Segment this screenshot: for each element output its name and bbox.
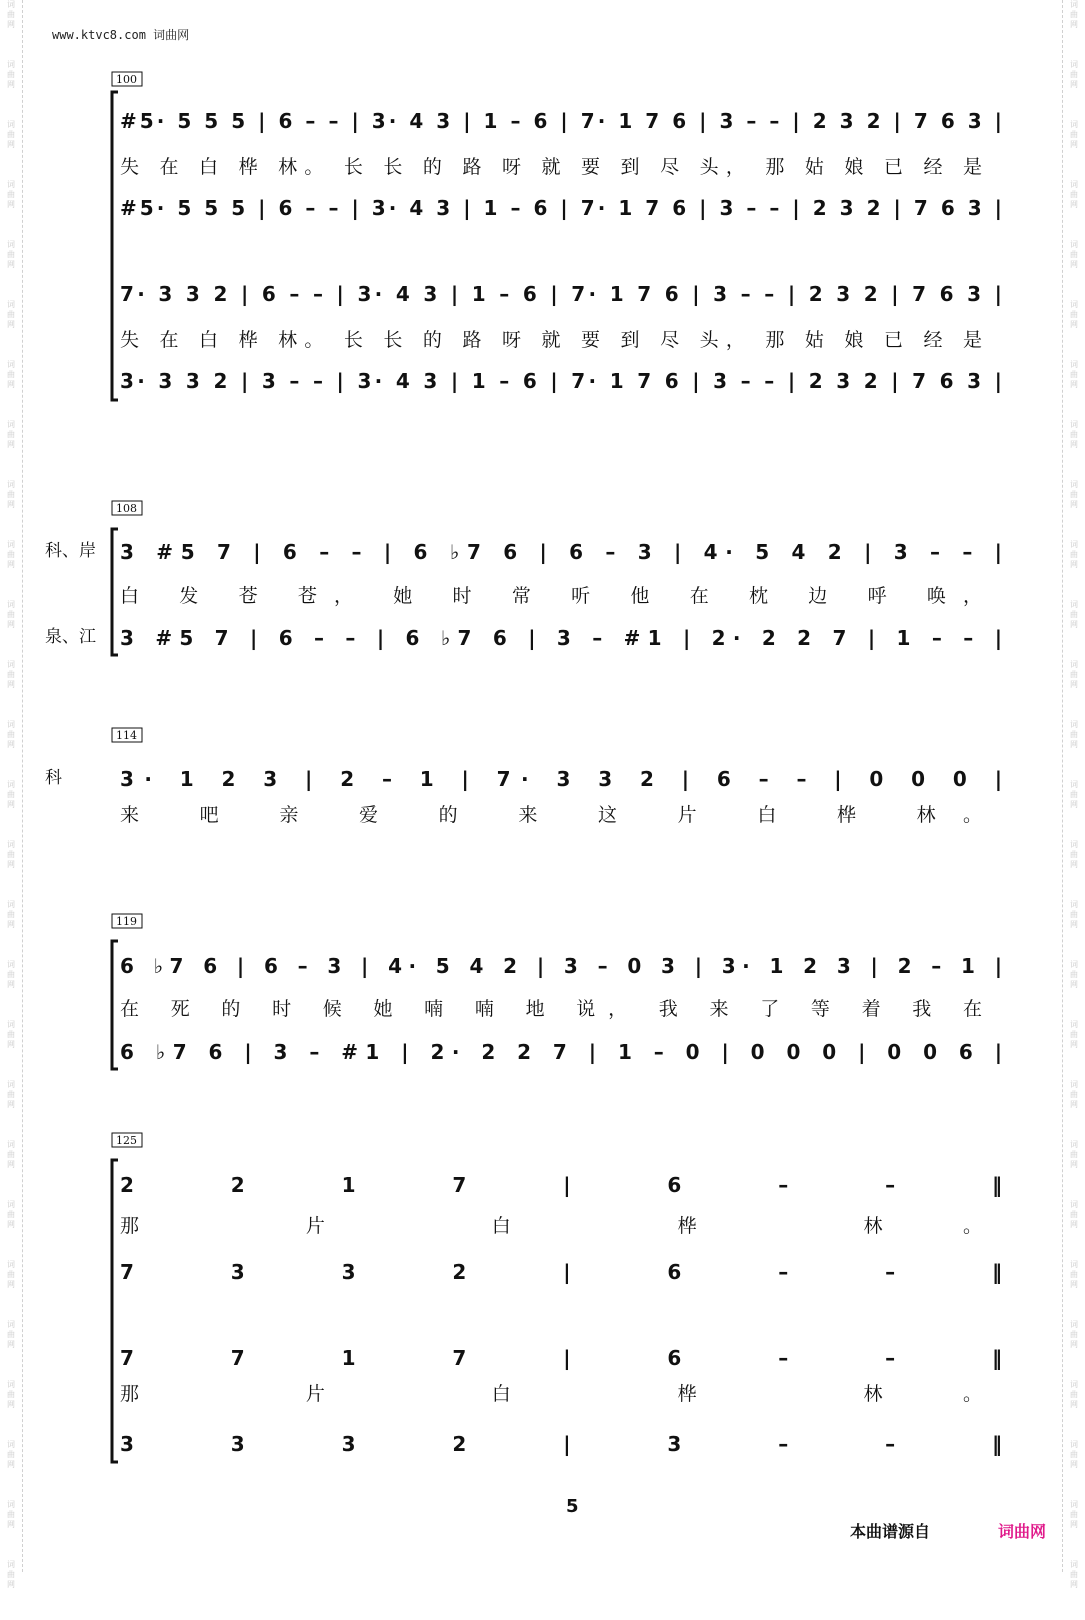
notation-line: #5· 5 5 5 | 6 – – | 3· 4 3 | 1 – 6 | 7· 1 7 6 | 3 – – | 2 3 2 | 7 6 3 |: [120, 196, 1002, 220]
watermark-text: 词 曲 网: [7, 840, 15, 869]
watermark-text: 词 曲 网: [7, 180, 15, 209]
watermark-text: 词 曲 网: [7, 360, 15, 389]
voice-label: 泉、江: [45, 627, 96, 647]
watermark-text: 词 曲 网: [7, 720, 15, 749]
watermark-text: 词 曲 网: [7, 660, 15, 689]
watermark-text: 词 曲 网: [7, 1440, 15, 1469]
notation-line: 7 3 3 2 | 6 – – ‖: [120, 1260, 1002, 1284]
watermark-text: 词 曲 网: [7, 240, 15, 269]
site-url: www.ktvc8.com 词曲网: [52, 28, 190, 42]
watermark-text: 词 曲 网: [1070, 780, 1078, 809]
watermark-text: 词 曲 网: [1070, 900, 1078, 929]
watermark-text: 词 曲 网: [1070, 1200, 1078, 1229]
watermark-text: 词 曲 网: [1070, 240, 1078, 269]
site-logo: 词曲网: [998, 1522, 1047, 1541]
notation-line: #5· 5 5 5 | 6 – – | 3· 4 3 | 1 – 6 | 7· 1 7 6 | 3 – – | 2 3 2 | 7 6 3 |: [120, 109, 1002, 133]
voice-label: 科、岸: [45, 541, 96, 561]
watermark-text: 词 曲 网: [1070, 1020, 1078, 1049]
watermark-text: 词 曲 网: [7, 780, 15, 809]
notation-line: 3· 3 3 2 | 3 – – | 3· 4 3 | 1 – 6 | 7· 1 7 6 | 3 – – | 2 3 2 | 7 6 3 |: [120, 369, 1002, 393]
lyrics-line: 在 死 的 时 候 她 喃 喃 地 说， 我 来 了 等 着 我 在: [120, 998, 982, 1020]
system-bracket: [112, 1160, 118, 1462]
watermark-text: 词 曲 网: [1070, 1080, 1078, 1109]
system-bracket: [112, 529, 118, 655]
watermark-text: 词 曲 网: [1070, 540, 1078, 569]
watermark-text: 词 曲 网: [7, 1320, 15, 1349]
watermark-text: 词 曲 网: [7, 1380, 15, 1409]
watermark-text: 词 曲 网: [1070, 960, 1078, 989]
measure-number: 100: [116, 73, 137, 86]
notation-line: 7· 3 3 2 | 6 – – | 3· 4 3 | 1 – 6 | 7· 1 7 6 | 3 – – | 2 3 2 | 7 6 3 |: [120, 282, 1002, 306]
watermark-text: 词 曲 网: [1070, 420, 1078, 449]
watermark-text: 词 曲 网: [1070, 1320, 1078, 1349]
watermark-text: 词 曲 网: [1070, 840, 1078, 869]
lyrics-line: 那 片 白 桦 林。: [120, 1383, 983, 1405]
watermark-text: 词 曲 网: [1070, 60, 1078, 89]
lyrics-line: 来 吧 亲 爱 的 来 这 片 白 桦 林。: [120, 804, 982, 826]
watermark-text: 词 曲 网: [7, 480, 15, 509]
watermark-text: 词 曲 网: [1070, 1140, 1078, 1169]
lyrics-line: 那 片 白 桦 林。: [120, 1215, 983, 1237]
watermark-text: 词 曲 网: [1070, 1260, 1078, 1289]
watermark-text: 词 曲 网: [1070, 360, 1078, 389]
notation-line: 2 2 1 7 | 6 – – ‖: [120, 1173, 1002, 1197]
notation-line: 6 ♭7 6 | 6 – 3 | 4· 5 4 2 | 3 – 0 3 | 3· 1 2 3 | 2 – 1 |: [120, 954, 1002, 978]
watermark-text: 词 曲 网: [7, 900, 15, 929]
watermark-text: 词 曲 网: [7, 300, 15, 329]
measure-number: 108: [116, 502, 137, 515]
watermark-text: 词 曲 网: [7, 1080, 15, 1109]
watermark-text: 词 曲 网: [1070, 120, 1078, 149]
lyrics-line: 失 在 白 桦 林。 长 长 的 路 呀 就 要 到 尽 头， 那 姑 娘 已 经 是: [120, 156, 983, 178]
source-credit: 本曲谱源自: [850, 1522, 931, 1541]
watermark-text: 词 曲 网: [1070, 1500, 1078, 1529]
watermark-text: 词 曲 网: [1070, 1380, 1078, 1409]
watermark-text: 词 曲 网: [1070, 720, 1078, 749]
notation-line: 3 3 3 2 | 3 – – ‖: [120, 1432, 1002, 1456]
system-bracket: [112, 941, 118, 1069]
watermark-text: 词 曲 网: [7, 1200, 15, 1229]
watermark-text: 词 曲 网: [7, 0, 15, 29]
measure-number: 114: [116, 729, 137, 742]
watermark-text: 词 曲 网: [7, 540, 15, 569]
notation-line: 7 7 1 7 | 6 – – ‖: [120, 1346, 1002, 1370]
watermark-text: 词 曲 网: [7, 1500, 15, 1529]
system-bracket: [112, 92, 118, 400]
watermark-text: 词 曲 网: [7, 120, 15, 149]
watermark-text: 词 曲 网: [7, 1140, 15, 1169]
watermark-text: 词 曲 网: [7, 1260, 15, 1289]
watermark-text: 词 曲 网: [1070, 600, 1078, 629]
voice-label: 科: [45, 768, 62, 788]
watermark-text: 词 曲 网: [7, 1560, 15, 1589]
watermark-text: 词 曲 网: [7, 60, 15, 89]
measure-number: 119: [116, 915, 137, 928]
notation-line: 3 #5 7 | 6 – – | 6 ♭7 6 | 6 – 3 | 4· 5 4 2 | 3 – – |: [120, 540, 1002, 564]
page-number: 5: [566, 1496, 579, 1517]
lyrics-line: 失 在 白 桦 林。 长 长 的 路 呀 就 要 到 尽 头， 那 姑 娘 已 经 是: [120, 329, 983, 351]
watermark-text: 词 曲 网: [1070, 480, 1078, 509]
watermark-text: 词 曲 网: [7, 960, 15, 989]
watermark-text: 词 曲 网: [1070, 180, 1078, 209]
watermark-text: 词 曲 网: [7, 600, 15, 629]
watermark-text: 词 曲 网: [1070, 1560, 1078, 1589]
measure-number: 125: [116, 1134, 137, 1147]
watermark-text: 词 曲 网: [1070, 300, 1078, 329]
notation-line: 6 ♭7 6 | 3 – #1 | 2· 2 2 7 | 1 – 0 | 0 0 0 | 0 0 6 |: [120, 1040, 1003, 1064]
watermark-text: 词 曲 网: [1070, 0, 1078, 29]
notation-line: 3· 1 2 3 | 2 – 1 | 7· 3 3 2 | 6 – – | 0 0 0 |: [120, 767, 1003, 791]
watermark-text: 词 曲 网: [1070, 1440, 1078, 1469]
watermark-text: 词 曲 网: [7, 1020, 15, 1049]
watermark-text: 词 曲 网: [7, 420, 15, 449]
lyrics-line: 白 发 苍 苍， 她 时 常 听 他 在 枕 边 呼 唤，: [120, 585, 982, 607]
notation-line: 3 #5 7 | 6 – – | 6 ♭7 6 | 3 – #1 | 2· 2 2 7 | 1 – – |: [120, 626, 1003, 650]
watermark-text: 词 曲 网: [1070, 660, 1078, 689]
